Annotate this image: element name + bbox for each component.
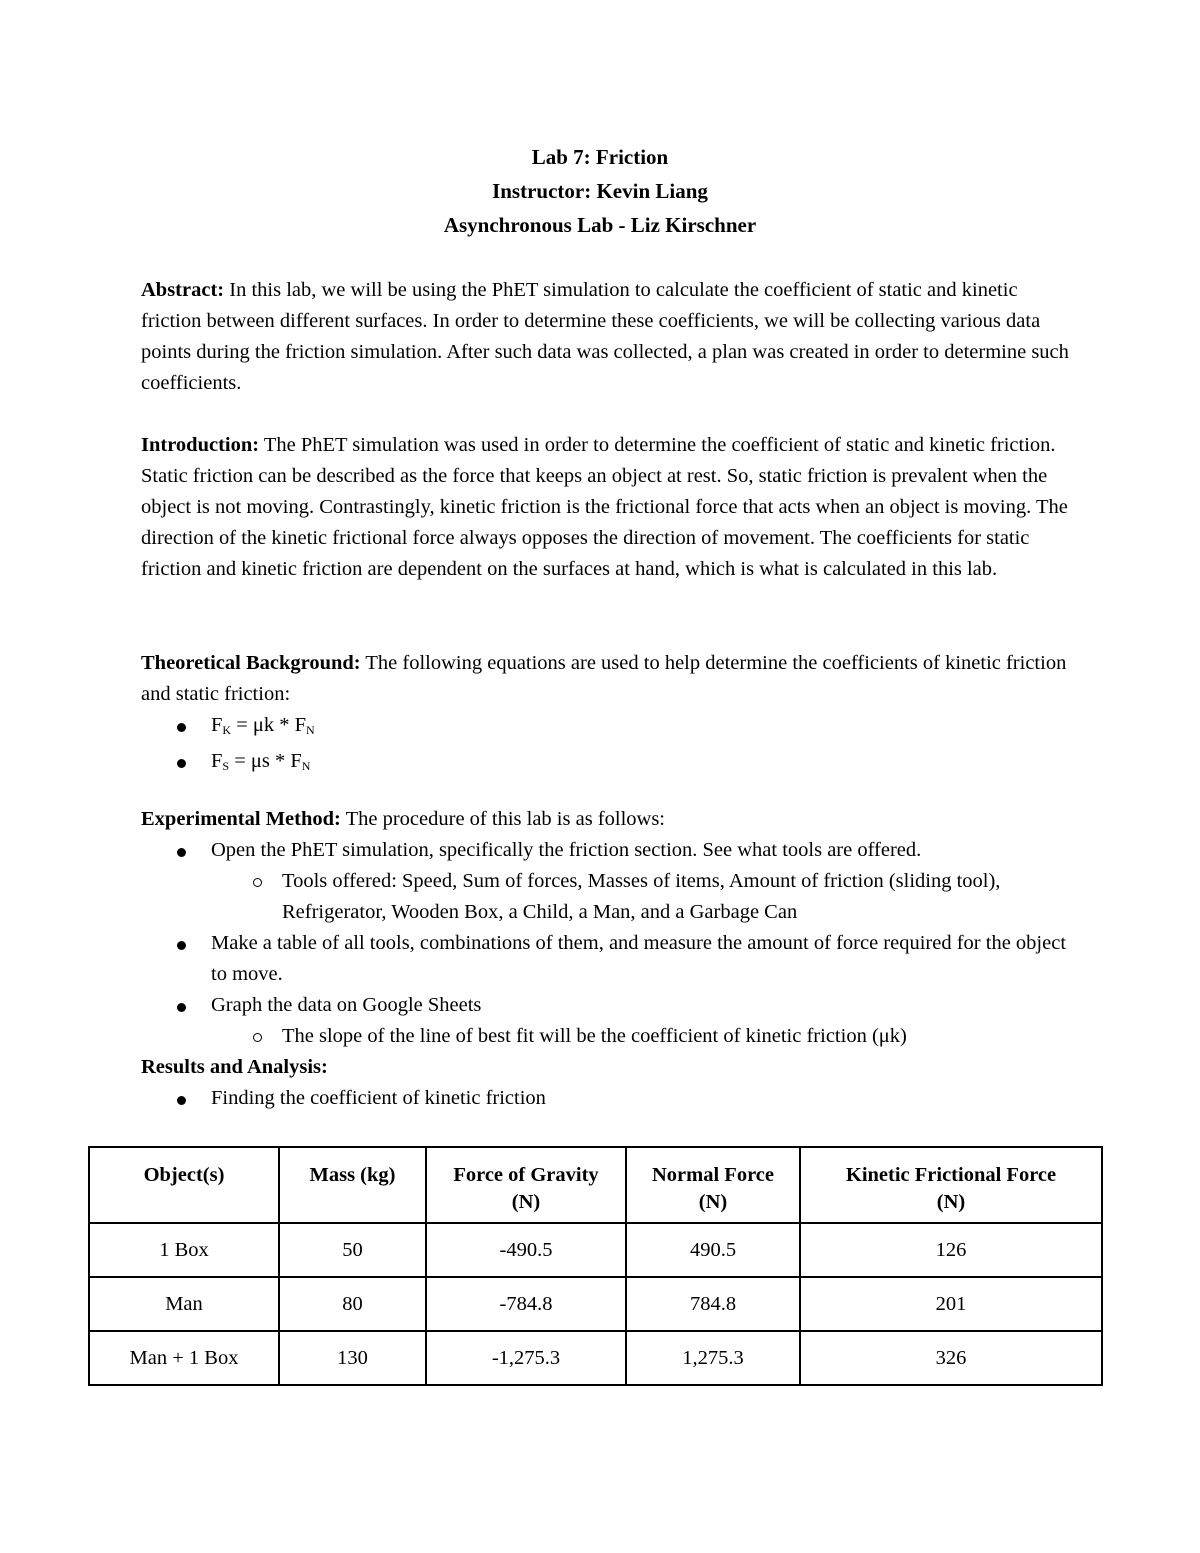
table-cell: Man + 1 Box xyxy=(89,1331,279,1385)
theory-label: Theoretical Background: xyxy=(141,652,361,674)
hollow-bullet-icon xyxy=(253,878,262,887)
theory-text: The following equations are used to help determine the coefficients of kinetic friction and static friction: xyxy=(141,652,1067,705)
table-header-cell: Mass (kg) xyxy=(279,1147,426,1223)
introduction-text: The PhET simulation was used in order to determine the coefficient of static and kinetic friction. Static friction can be described as the force that keeps an object at rest. So, static friction is prevalent when the object is not moving. Contrastingly, kinetic friction is the frictional force that acts when an object is moving. The direction of the kinetic frictional force always opposes the direction of movement. The coefficients for static friction and kinetic friction are dependent on the surfaces at hand, which is what is calculated in this lab. xyxy=(141,434,1068,580)
table-cell: 326 xyxy=(800,1331,1102,1385)
table-cell: Man xyxy=(89,1277,279,1331)
table-cell: -490.5 xyxy=(426,1223,626,1277)
results-label: Results and Analysis: xyxy=(141,1056,328,1078)
introduction-section xyxy=(141,430,1071,585)
table-header-cell: Force of Gravity (N) xyxy=(426,1147,626,1223)
table-cell: 80 xyxy=(279,1277,426,1331)
introduction-label: Introduction: xyxy=(141,434,260,456)
instructor-line: Instructor: Kevin Liang xyxy=(492,179,708,203)
table-cell: 130 xyxy=(279,1331,426,1385)
kinetic-friction-table xyxy=(88,1146,1103,1386)
equation-static: $F_S = \mu s * F_N$ xyxy=(141,746,1071,782)
results-item: Finding the coefficient of kinetic friction xyxy=(141,1083,1071,1114)
bullet-icon xyxy=(177,941,186,950)
theory-section xyxy=(141,648,1071,782)
method-text: The procedure of this lab is as follows: xyxy=(340,808,665,830)
method-step: Graph the data on Google Sheets xyxy=(141,990,1071,1021)
method-list xyxy=(141,835,1071,1052)
equation-list xyxy=(141,710,1071,782)
method-section xyxy=(141,804,1071,1114)
abstract-section xyxy=(141,275,1071,399)
title-block xyxy=(0,140,1200,242)
table-header-cell: Normal Force (N) xyxy=(626,1147,800,1223)
table-cell: 126 xyxy=(800,1223,1102,1277)
table-row xyxy=(89,1277,1102,1331)
equation-kinetic: $F_K = \mu k * F_N$ xyxy=(141,710,1071,746)
bullet-icon xyxy=(177,848,186,857)
table-cell: -1,275.3 xyxy=(426,1331,626,1385)
method-substep: The slope of the line of best fit will be the coefficient of kinetic friction (μk) xyxy=(141,1021,1071,1052)
table-cell: 784.8 xyxy=(626,1277,800,1331)
table-row xyxy=(89,1331,1102,1385)
bullet-icon xyxy=(177,1096,186,1105)
table-row xyxy=(89,1223,1102,1277)
abstract-label: Abstract: xyxy=(141,279,225,301)
bullet-icon xyxy=(177,1003,186,1012)
method-step: Make a table of all tools, combinations of them, and measure the amount of force required for the object to move. xyxy=(141,928,1071,990)
bullet-icon xyxy=(177,759,186,768)
table-cell: 50 xyxy=(279,1223,426,1277)
table-header-cell: Kinetic Frictional Force (N) xyxy=(800,1147,1102,1223)
table-header-cell: Object(s) xyxy=(89,1147,279,1223)
page-title: Lab 7: Friction xyxy=(531,145,669,169)
subtitle-line: Asynchronous Lab - Liz Kirschner xyxy=(443,213,757,237)
table-cell: 1,275.3 xyxy=(626,1331,800,1385)
table-cell: -784.8 xyxy=(426,1277,626,1331)
method-step: Open the PhET simulation, specifically the friction section. See what tools are offered. xyxy=(141,835,1071,866)
method-label: Experimental Method: xyxy=(141,808,341,830)
method-substep: Tools offered: Speed, Sum of forces, Masses of items, Amount of friction (sliding tool), Refrigerator, Wooden Box, a Child, a Man, and a Garbage Can xyxy=(141,866,1071,928)
hollow-bullet-icon xyxy=(253,1033,262,1042)
bullet-icon xyxy=(177,723,186,732)
table-cell: 1 Box xyxy=(89,1223,279,1277)
abstract-text: In this lab, we will be using the PhET simulation to calculate the coefficient of static and kinetic friction between different surfaces. In order to determine these coefficients, we will be collecting various data points during the friction simulation. After such data was collected, a plan was created in order to determine such coefficients. xyxy=(141,279,1069,394)
table-cell: 490.5 xyxy=(626,1223,800,1277)
results-list xyxy=(141,1083,1071,1114)
table-cell: 201 xyxy=(800,1277,1102,1331)
table-header-row xyxy=(89,1147,1102,1223)
